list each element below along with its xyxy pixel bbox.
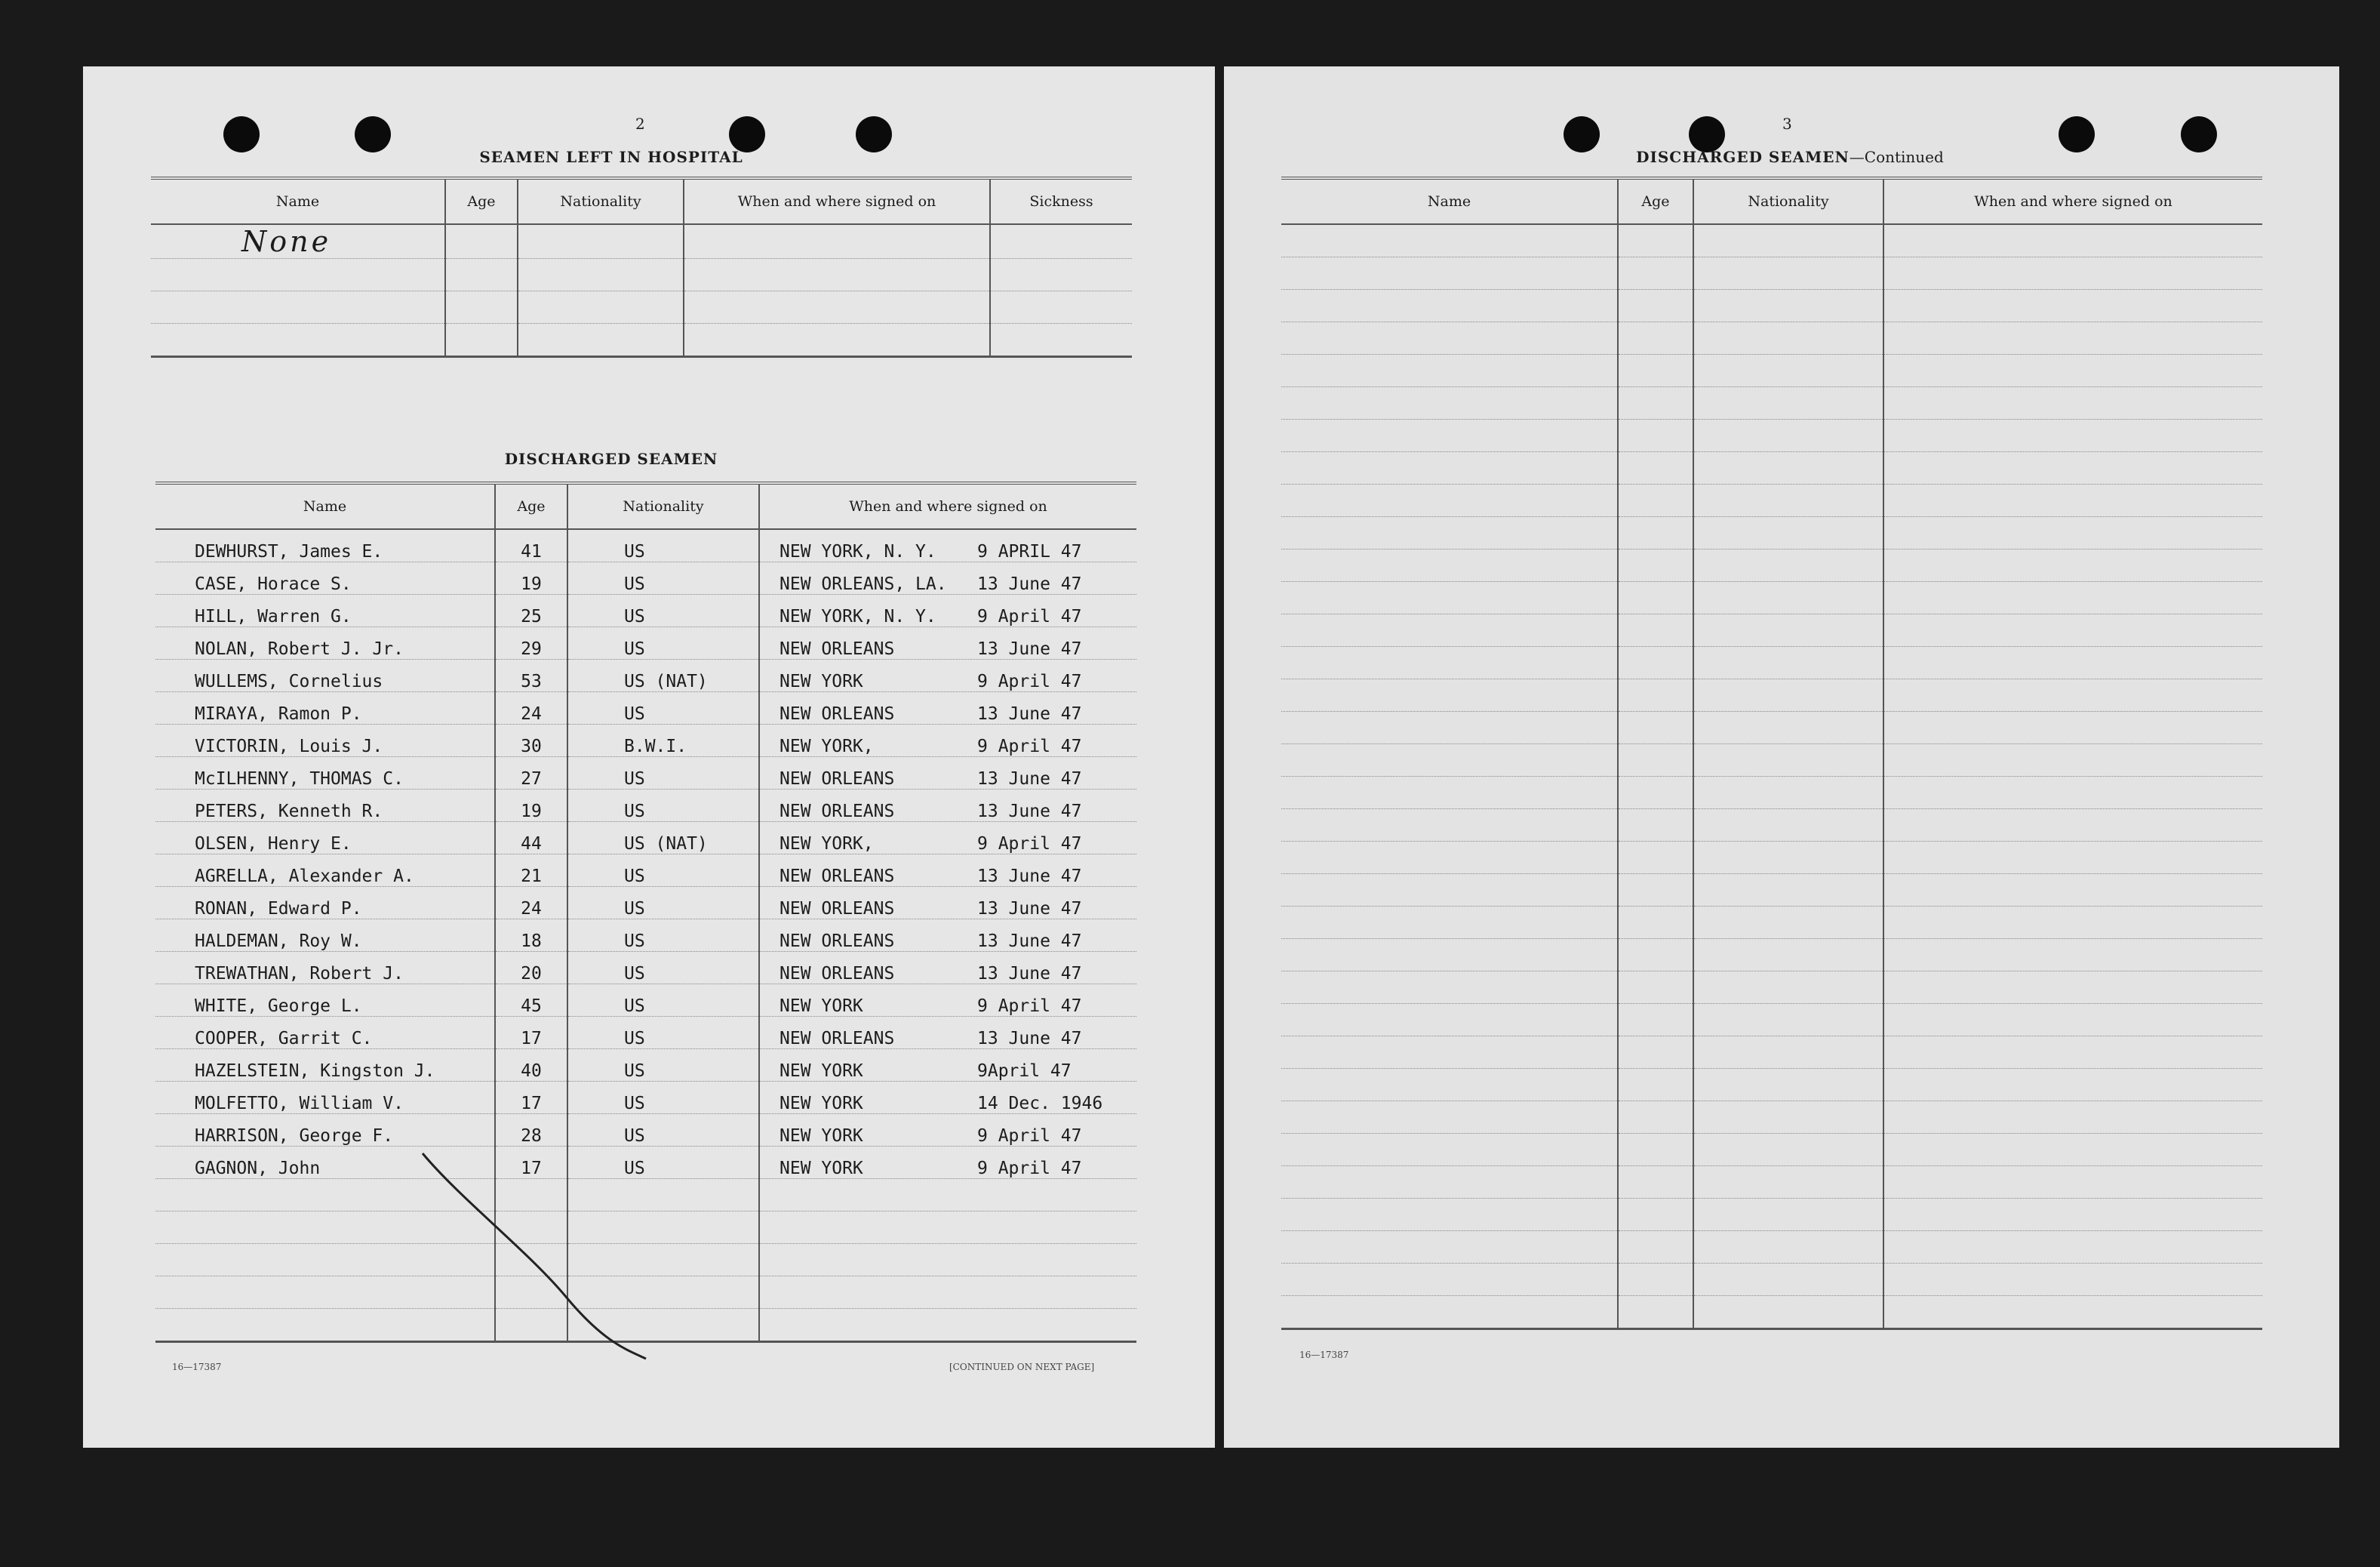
signed-on-place: NEW YORK,: [779, 737, 874, 756]
binder-hole: [2181, 116, 2217, 152]
table-row: [1281, 647, 2262, 679]
table-row: [1281, 485, 2262, 517]
table-row: [1281, 744, 2262, 777]
column-header-sickness: Sickness: [990, 178, 1132, 224]
seaman-age: 21: [495, 854, 567, 887]
left-page: [83, 66, 1215, 1448]
table-row: [1281, 257, 2262, 290]
seaman-name: WULLEMS, Cornelius: [155, 660, 495, 692]
seaman-signed-on: [759, 725, 1136, 757]
seaman-signed-on: [759, 984, 1136, 1017]
column-header-signed-on: When and where signed on: [759, 483, 1136, 529]
seaman-name: AGRELLA, Alexander A.: [155, 854, 495, 887]
seaman-nationality: US: [567, 919, 759, 952]
seaman-nationality: B.W.I.: [567, 725, 759, 757]
seaman-name: HALDEMAN, Roy W.: [155, 919, 495, 952]
seaman-name: NOLAN, Robert J. Jr.: [155, 627, 495, 660]
table-row: [1281, 355, 2262, 387]
signed-on-date: 13 June 47: [977, 931, 1082, 951]
seaman-nationality: US (NAT): [567, 660, 759, 692]
signed-on-place: NEW ORLEANS: [779, 802, 895, 821]
seaman-name: WHITE, George L.: [155, 984, 495, 1017]
signed-on-date: 9 APRIL 47: [977, 542, 1082, 562]
table-row: [155, 660, 1136, 692]
seaman-name: COOPER, Garrit C.: [155, 1017, 495, 1049]
signed-on-place: NEW ORLEANS: [779, 899, 895, 919]
table-row: [1281, 1101, 2262, 1134]
table-row: [151, 324, 1132, 357]
seaman-signed-on: [759, 757, 1136, 790]
table-row: [155, 725, 1136, 757]
seaman-name: OLSEN, Henry E.: [155, 822, 495, 854]
ink-strike-line: [415, 1146, 656, 1365]
signed-on-date: 9 April 47: [977, 1126, 1082, 1146]
seaman-nationality: US: [567, 887, 759, 919]
seaman-nationality: US: [567, 595, 759, 627]
seaman-age: 18: [495, 919, 567, 952]
table-row: [155, 1114, 1136, 1147]
column-header-name: Name: [1281, 178, 1618, 224]
seaman-age: 25: [495, 595, 567, 627]
seaman-age: 53: [495, 660, 567, 692]
seaman-age: 41: [495, 529, 567, 562]
seaman-signed-on: [759, 1244, 1136, 1276]
seaman-signed-on: [759, 822, 1136, 854]
table-row: [155, 822, 1136, 854]
page-number: 2: [635, 115, 645, 133]
table-row: [1281, 1166, 2262, 1199]
seaman-name: MIRAYA, Ramon P.: [155, 692, 495, 725]
seaman-nationality: US: [567, 1082, 759, 1114]
seaman-age: 19: [495, 562, 567, 595]
binder-hole: [729, 116, 765, 152]
signed-on-place: NEW YORK: [779, 1094, 863, 1113]
seaman-signed-on: [759, 952, 1136, 984]
signed-on-date: 13 June 47: [977, 574, 1082, 594]
seaman-age: 44: [495, 822, 567, 854]
seaman-signed-on: [759, 790, 1136, 822]
table-row: [1281, 1199, 2262, 1231]
seaman-nationality: US: [567, 790, 759, 822]
table-row: [151, 259, 1132, 291]
seaman-age: 28: [495, 1114, 567, 1147]
column-header-nationality: Nationality: [518, 178, 684, 224]
column-header-name: Name: [155, 483, 495, 529]
table-row: [151, 224, 1132, 259]
table-row: [151, 291, 1132, 324]
seaman-name: MOLFETTO, William V.: [155, 1082, 495, 1114]
seaman-age: 40: [495, 1049, 567, 1082]
seaman-signed-on: [759, 1179, 1136, 1211]
table-row: [155, 692, 1136, 725]
seaman-nationality: US: [567, 627, 759, 660]
table-row: [1281, 224, 2262, 257]
seaman-name: VICTORIN, Louis J.: [155, 725, 495, 757]
signed-on-date: 9 April 47: [977, 834, 1082, 854]
column-header-signed-on: When and where signed on: [684, 178, 990, 224]
table-row: [155, 1049, 1136, 1082]
table-row: [1281, 777, 2262, 809]
seaman-age: 29: [495, 627, 567, 660]
seaman-nationality: US: [567, 1017, 759, 1049]
seaman-age: 45: [495, 984, 567, 1017]
seaman-name: TREWATHAN, Robert J.: [155, 952, 495, 984]
column-header-age: Age: [1618, 178, 1693, 224]
signed-on-place: NEW YORK: [779, 1126, 863, 1146]
signed-on-place: NEW ORLEANS, LA.: [779, 574, 947, 594]
seaman-age: 27: [495, 757, 567, 790]
table-row: [1281, 1036, 2262, 1069]
form-number: 16—17387: [1299, 1350, 1349, 1360]
binder-hole: [1689, 116, 1725, 152]
table-row: [1281, 1134, 2262, 1166]
table-row: [1281, 809, 2262, 842]
right-title-main: DISCHARGED SEAMEN: [1636, 148, 1850, 166]
seaman-nationality: US: [567, 1147, 759, 1179]
signed-on-date: 13 June 47: [977, 769, 1082, 789]
table-row: [1281, 322, 2262, 355]
table-row: [155, 1082, 1136, 1114]
discharged-continued-table: [1281, 177, 2262, 1330]
seaman-nationality: US: [567, 692, 759, 725]
seaman-age: 24: [495, 692, 567, 725]
seaman-name: HILL, Warren G.: [155, 595, 495, 627]
table-row: [155, 984, 1136, 1017]
seaman-age: 24: [495, 887, 567, 919]
table-row: [1281, 290, 2262, 322]
seaman-name: DEWHURST, James E.: [155, 529, 495, 562]
column-header-name: Name: [151, 178, 445, 224]
table-row: [1281, 874, 2262, 907]
seaman-nationality: US (NAT): [567, 822, 759, 854]
seaman-name: RONAN, Edward P.: [155, 887, 495, 919]
table-row: [1281, 517, 2262, 550]
binder-hole: [1564, 116, 1600, 152]
signed-on-date: 9 April 47: [977, 1159, 1082, 1178]
seaman-name: McILHENNY, THOMAS C.: [155, 757, 495, 790]
signed-on-place: NEW ORLEANS: [779, 704, 895, 724]
seaman-nationality: US: [567, 854, 759, 887]
binder-hole: [856, 116, 892, 152]
seaman-nationality: US: [567, 757, 759, 790]
column-header-nationality: Nationality: [567, 483, 759, 529]
signed-on-date: 13 June 47: [977, 964, 1082, 984]
signed-on-place: NEW YORK, N. Y.: [779, 542, 936, 562]
table-row: [155, 952, 1136, 984]
table-row: [1281, 452, 2262, 485]
table-row: [155, 919, 1136, 952]
seaman-signed-on: [759, 1017, 1136, 1049]
hospital-table: [151, 177, 1132, 358]
table-row: [1281, 939, 2262, 971]
seaman-nationality: US: [567, 952, 759, 984]
column-header-signed-on: When and where signed on: [1883, 178, 2262, 224]
signed-on-date: 13 June 47: [977, 639, 1082, 659]
table-row: [155, 627, 1136, 660]
signed-on-date: 13 June 47: [977, 802, 1082, 821]
signed-on-date: 9 April 47: [977, 996, 1082, 1016]
binder-hole: [355, 116, 391, 152]
signed-on-date: 13 June 47: [977, 1029, 1082, 1048]
seaman-nationality: US: [567, 562, 759, 595]
table-row: [1281, 582, 2262, 614]
signed-on-place: NEW ORLEANS: [779, 867, 895, 886]
table-row: [1281, 907, 2262, 939]
signed-on-date: 9April 47: [977, 1061, 1072, 1081]
signed-on-date: 14 Dec. 1946: [977, 1094, 1103, 1113]
column-header-nationality: Nationality: [1693, 178, 1883, 224]
seaman-signed-on: [759, 1147, 1136, 1179]
signed-on-place: NEW ORLEANS: [779, 639, 895, 659]
table-row: [1281, 712, 2262, 744]
seaman-signed-on: [759, 627, 1136, 660]
seaman-signed-on: [759, 1276, 1136, 1309]
binder-hole: [2059, 116, 2095, 152]
seaman-signed-on: [759, 887, 1136, 919]
signed-on-date: 9 April 47: [977, 672, 1082, 691]
table-row: [155, 595, 1136, 627]
seaman-signed-on: [759, 692, 1136, 725]
seaman-signed-on: [759, 529, 1136, 562]
seaman-nationality: US: [567, 529, 759, 562]
right-title-suffix: —Continued: [1849, 148, 1944, 166]
signed-on-place: NEW ORLEANS: [779, 769, 895, 789]
page-number: 3: [1782, 115, 1792, 133]
signed-on-place: NEW YORK: [779, 996, 863, 1016]
seaman-age: 20: [495, 952, 567, 984]
discharged-section-title: DISCHARGED SEAMEN: [504, 450, 718, 468]
seaman-age: 17: [495, 1082, 567, 1114]
signed-on-place: NEW YORK,: [779, 834, 874, 854]
right-page: [1224, 66, 2339, 1448]
table-row: [1281, 1069, 2262, 1101]
signed-on-place: NEW YORK: [779, 672, 863, 691]
table-row: [1281, 842, 2262, 874]
signed-on-place: NEW YORK: [779, 1061, 863, 1081]
continued-note: [CONTINUED ON NEXT PAGE]: [949, 1362, 1095, 1372]
signed-on-place: NEW YORK: [779, 1159, 863, 1178]
table-row: [155, 854, 1136, 887]
column-header-age: Age: [445, 178, 518, 224]
table-row: [1281, 420, 2262, 452]
signed-on-place: NEW ORLEANS: [779, 964, 895, 984]
table-row: [155, 1017, 1136, 1049]
signed-on-place: NEW ORLEANS: [779, 931, 895, 951]
seaman-age: 17: [495, 1017, 567, 1049]
table-row: [1281, 614, 2262, 647]
table-row: [1281, 971, 2262, 1004]
form-number: 16—17387: [172, 1362, 222, 1372]
table-row: [1281, 1264, 2262, 1296]
seaman-signed-on: [759, 562, 1136, 595]
binder-hole: [223, 116, 260, 152]
table-row: [155, 562, 1136, 595]
signed-on-date: 9 April 47: [977, 737, 1082, 756]
seaman-name: HARRISON, George F.: [155, 1114, 495, 1147]
table-row: [1281, 387, 2262, 420]
seaman-age: 19: [495, 790, 567, 822]
table-row: [1281, 1004, 2262, 1036]
signed-on-date: 13 June 47: [977, 867, 1082, 886]
signed-on-date: 13 June 47: [977, 704, 1082, 724]
table-row: [1281, 550, 2262, 582]
table-row: [155, 790, 1136, 822]
signed-on-place: NEW ORLEANS: [779, 1029, 895, 1048]
seaman-signed-on: [759, 1114, 1136, 1147]
seaman-age: 30: [495, 725, 567, 757]
signed-on-date: 13 June 47: [977, 899, 1082, 919]
seaman-signed-on: [759, 1049, 1136, 1082]
seaman-signed-on: [759, 919, 1136, 952]
signed-on-date: 9 April 47: [977, 607, 1082, 626]
seaman-name: HAZELSTEIN, Kingston J.: [155, 1049, 495, 1082]
seaman-nationality: US: [567, 984, 759, 1017]
seaman-nationality: US: [567, 1114, 759, 1147]
table-row: [155, 529, 1136, 562]
seaman-name: CASE, Horace S.: [155, 562, 495, 595]
seaman-signed-on: [759, 1309, 1136, 1342]
table-row: [1281, 679, 2262, 712]
seaman-name: PETERS, Kenneth R.: [155, 790, 495, 822]
hospital-section-title: SEAMEN LEFT IN HOSPITAL: [479, 148, 743, 166]
table-row: [1281, 1296, 2262, 1329]
table-row: [155, 887, 1136, 919]
signed-on-place: NEW YORK, N. Y.: [779, 607, 936, 626]
seaman-signed-on: [759, 854, 1136, 887]
column-header-age: Age: [495, 483, 567, 529]
table-row: [155, 757, 1136, 790]
seaman-age: 17: [495, 1147, 567, 1179]
seaman-signed-on: [759, 1082, 1136, 1114]
seaman-signed-on: [759, 660, 1136, 692]
right-section-title: [1541, 148, 2039, 166]
seaman-nationality: US: [567, 1049, 759, 1082]
handwritten-none: None: [241, 225, 332, 258]
seaman-signed-on: [759, 1211, 1136, 1244]
seaman-signed-on: [759, 595, 1136, 627]
table-row: [1281, 1231, 2262, 1264]
seaman-name: GAGNON, John: [155, 1147, 495, 1179]
